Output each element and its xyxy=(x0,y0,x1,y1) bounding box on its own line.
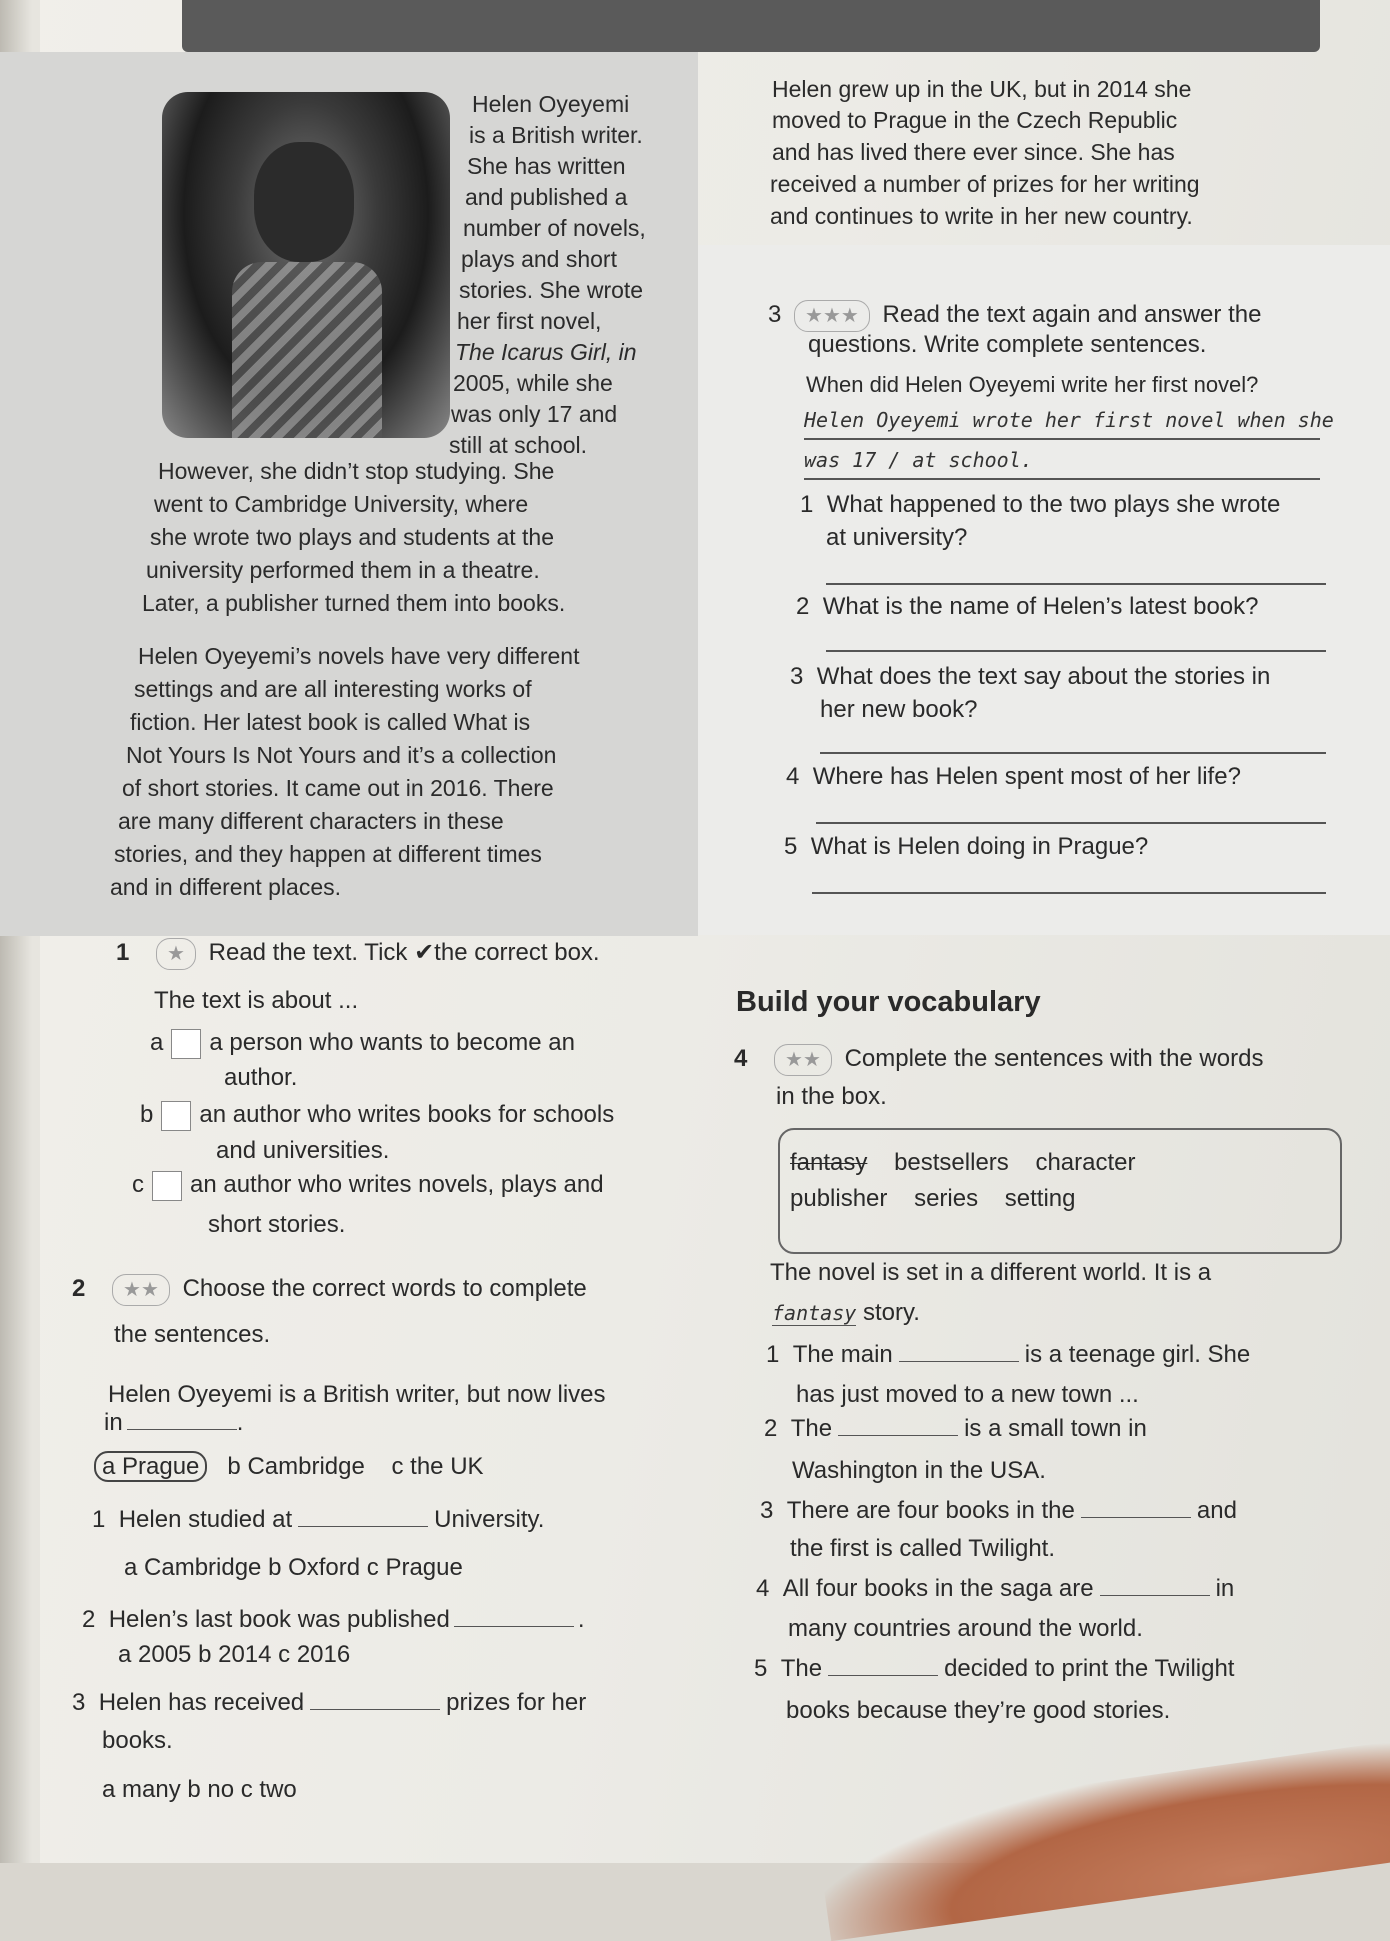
bio-line: She has written xyxy=(467,153,626,179)
exercise-2-instruction-2: the sentences. xyxy=(114,1321,271,1348)
option-letter: a xyxy=(150,1029,164,1056)
question-text: What does the text say about the stories in xyxy=(816,663,1271,690)
tick-box[interactable] xyxy=(161,1101,191,1131)
item-text: The xyxy=(780,1655,823,1682)
word: setting xyxy=(1004,1185,1076,1212)
exercise-2-number: 2 xyxy=(72,1275,86,1302)
exercise-2-item-3-cont: books. xyxy=(102,1727,173,1754)
col2-line: moved to Prague in the Czech Republic xyxy=(772,107,1178,133)
exercise-2-header xyxy=(72,1274,587,1306)
item-text: The xyxy=(790,1415,833,1442)
tick-box[interactable] xyxy=(171,1029,201,1059)
item-text: is a teenage girl. She xyxy=(1024,1341,1251,1368)
exercise-3-number: 3 xyxy=(768,301,782,328)
bio-line: 2005, while she xyxy=(453,370,613,396)
para2-line: stories, and they happen at different times xyxy=(114,841,542,867)
option-text: a person who wants to become an xyxy=(209,1029,575,1056)
word-box-row-1 xyxy=(790,1148,1136,1178)
item-text: in xyxy=(1215,1575,1235,1602)
blank-line[interactable] xyxy=(838,1435,958,1436)
item-number: 2 xyxy=(764,1415,778,1442)
para2-line: Not Yours Is Not Yours and it’s a collection xyxy=(126,742,557,768)
item-number: 2 xyxy=(82,1606,96,1633)
vocab-item-3-cont: the first is called Twilight. xyxy=(790,1535,1055,1562)
bio-line: her first novel, xyxy=(457,308,602,334)
vocab-item-4 xyxy=(756,1574,1234,1604)
question-number: 1 xyxy=(800,491,814,518)
exercise-2-example-cont: in . xyxy=(104,1409,244,1436)
col2-line: received a number of prizes for her writing xyxy=(770,171,1200,197)
bio-line: However, she didn’t stop studying. She xyxy=(158,458,555,484)
vocab-item-1 xyxy=(766,1340,1250,1370)
question-number: 4 xyxy=(786,763,800,790)
blank-line[interactable] xyxy=(127,1429,237,1430)
exercise-2-item-2 xyxy=(82,1605,584,1635)
blank-line[interactable] xyxy=(310,1709,440,1710)
vocab-example: The novel is set in a different world. It is a xyxy=(770,1259,1212,1286)
bio-line: is a British writer. xyxy=(469,122,643,148)
exercise-1-header xyxy=(116,938,600,970)
word: fantasy xyxy=(790,1149,868,1176)
exercise-4-number: 4 xyxy=(734,1045,748,1072)
question-number: 2 xyxy=(796,593,810,620)
item-text: Helen’s last book was published xyxy=(108,1606,450,1633)
blank-line[interactable] xyxy=(454,1626,574,1627)
item-number: 5 xyxy=(754,1655,768,1682)
question-text: What is Helen doing in Prague? xyxy=(810,833,1149,860)
item-text: decided to print the Twilight xyxy=(944,1655,1235,1682)
word-box-row-2 xyxy=(790,1184,1076,1214)
para2-line: are many different characters in these xyxy=(118,808,504,834)
blank-line[interactable] xyxy=(828,1675,938,1676)
exercise-2-item-3-options[interactable]: a many b no c two xyxy=(102,1776,297,1803)
para2-line: of short stories. It came out in 2016. There xyxy=(122,775,554,801)
option-c-cont: short stories. xyxy=(208,1211,346,1238)
item-text: Helen has received xyxy=(98,1689,305,1716)
item-text: Helen studied at xyxy=(118,1506,293,1533)
author-face xyxy=(254,142,354,262)
exercise-2-item-2-options[interactable]: a 2005 b 2014 c 2016 xyxy=(118,1641,351,1668)
question-4 xyxy=(786,762,1241,792)
exercise-3-header xyxy=(768,300,1261,332)
para2-line: and in different places. xyxy=(110,874,342,900)
exercise-3-instruction-2: questions. Write complete sentences. xyxy=(808,331,1207,358)
item-text: and xyxy=(1196,1497,1237,1524)
exercise-1-stars: ★ xyxy=(156,938,196,970)
option-letter: b xyxy=(140,1101,154,1128)
exercise-2-item-3 xyxy=(72,1688,586,1718)
bio-line: university performed them in a theatre. xyxy=(146,557,540,583)
question-3 xyxy=(790,662,1270,692)
exercise-1-number: 1 xyxy=(116,939,130,966)
vocab-item-2 xyxy=(764,1414,1147,1444)
bio-line: still at school. xyxy=(449,432,588,458)
answer-line[interactable] xyxy=(812,892,1326,894)
blank-line[interactable] xyxy=(899,1361,1019,1362)
bio-line: she wrote two plays and students at the xyxy=(150,524,555,550)
vocab-item-2-cont: Washington in the USA. xyxy=(792,1457,1046,1484)
word: bestsellers xyxy=(894,1149,1009,1176)
bio-line: stories. She wrote xyxy=(459,277,644,303)
option-c xyxy=(132,1170,604,1201)
item-text: The main xyxy=(792,1341,893,1368)
example-answer-line-2: was 17 / at school. xyxy=(804,448,1033,472)
item-text: All four books in the saga are xyxy=(782,1575,1094,1602)
item-text: prizes for her xyxy=(446,1689,587,1716)
bio-line: number of novels, xyxy=(463,215,646,241)
vocab-heading: Build your vocabulary xyxy=(736,986,1041,1018)
para2-line: Helen Oyeyemi’s novels have very different xyxy=(138,643,580,669)
question-5 xyxy=(784,832,1148,862)
exercise-2-instruction: Choose the correct words to complete xyxy=(182,1275,587,1302)
blank-line[interactable] xyxy=(1081,1517,1191,1518)
exercise-2-item-1-options[interactable]: a Cambridge b Oxford c Prague xyxy=(124,1554,463,1581)
col2-line: and has lived there ever since. She has xyxy=(772,139,1175,165)
question-text: What happened to the two plays she wrote xyxy=(826,491,1281,518)
bio-line: was only 17 and xyxy=(451,401,618,427)
example-answer: fantasy xyxy=(772,1301,857,1325)
question-1-cont: at university? xyxy=(826,524,968,551)
vocab-example-cont xyxy=(772,1298,920,1328)
blank-line[interactable] xyxy=(1100,1595,1210,1596)
answer-line xyxy=(804,478,1320,480)
bio-line: Later, a publisher turned them into books. xyxy=(142,590,566,616)
question-2 xyxy=(796,592,1259,622)
item-number: 1 xyxy=(92,1506,106,1533)
circled-option[interactable]: a Prague xyxy=(94,1451,207,1482)
answer-line xyxy=(804,438,1320,440)
word: series xyxy=(914,1185,979,1212)
bio-line: Helen Oyeyemi xyxy=(472,91,630,117)
author-scarf xyxy=(232,262,382,438)
exercise-3-stars: ★★★ xyxy=(794,300,870,332)
question-3-cont: her new book? xyxy=(820,696,978,723)
para2-line: settings and are all interesting works of xyxy=(134,676,532,702)
vocab-item-5-cont: books because they’re good stories. xyxy=(786,1697,1171,1724)
example-text: in xyxy=(104,1409,123,1436)
exercise-2-item-1 xyxy=(92,1505,544,1535)
word: publisher xyxy=(790,1185,888,1212)
vocab-item-3 xyxy=(760,1496,1237,1526)
item-text: University. xyxy=(434,1506,545,1533)
answer-line[interactable] xyxy=(826,650,1326,652)
tick-box[interactable] xyxy=(152,1171,182,1201)
word: character xyxy=(1035,1149,1136,1176)
col2-line: and continues to write in her new country. xyxy=(770,203,1193,229)
exercise-1-lead: The text is about ... xyxy=(154,987,359,1014)
exercise-4-instruction: Complete the sentences with the words xyxy=(844,1045,1264,1072)
exercise-3-instruction: Read the text again and answer the xyxy=(882,301,1262,328)
option-a xyxy=(150,1028,575,1059)
item-text: There are four books in the xyxy=(786,1497,1075,1524)
option[interactable]: c the UK xyxy=(391,1453,484,1480)
exercise-2-example-options xyxy=(94,1452,484,1482)
bio-line: and published a xyxy=(465,184,628,210)
exercise-1-instruction: Read the text. Tick ✔the correct box. xyxy=(208,939,600,966)
question-number: 3 xyxy=(790,663,804,690)
exercise-2-example: Helen Oyeyemi is a British writer, but now lives xyxy=(108,1381,606,1408)
question-number: 5 xyxy=(784,833,798,860)
answer-line[interactable] xyxy=(826,583,1326,585)
question-1 xyxy=(800,490,1280,520)
exercise-4-instruction-2: in the box. xyxy=(776,1083,887,1110)
exercise-3-example-question: When did Helen Oyeyemi write her first novel? xyxy=(806,372,1259,397)
option-letter: c xyxy=(132,1171,144,1198)
item-number: 3 xyxy=(760,1497,774,1524)
option-a-cont: author. xyxy=(224,1064,298,1091)
para2-line: fiction. Her latest book is called What is xyxy=(130,709,531,735)
answer-line[interactable] xyxy=(816,822,1326,824)
option-b xyxy=(140,1100,614,1131)
vocab-item-4-cont: many countries around the world. xyxy=(788,1615,1143,1642)
author-photo xyxy=(162,92,450,438)
item-number: 4 xyxy=(756,1575,770,1602)
exercise-4-header xyxy=(734,1044,1263,1076)
top-border xyxy=(182,0,1320,52)
bio-line: The Icarus Girl, in xyxy=(455,339,637,365)
vocab-item-5 xyxy=(754,1654,1234,1684)
question-text: Where has Helen spent most of her life? xyxy=(812,763,1241,790)
exercise-4-stars: ★★ xyxy=(774,1044,832,1076)
floor-corner xyxy=(815,1739,1390,1941)
option-text: an author who writes novels, plays and xyxy=(190,1171,604,1198)
item-text: . xyxy=(577,1606,585,1633)
option-b-cont: and universities. xyxy=(216,1137,390,1164)
item-number: 1 xyxy=(766,1341,780,1368)
option-text: an author who writes books for schools xyxy=(199,1101,615,1128)
example-answer-line-1: Helen Oyeyemi wrote her first novel when she xyxy=(804,408,1334,432)
item-number: 3 xyxy=(72,1689,86,1716)
answer-line[interactable] xyxy=(820,752,1326,754)
vocab-item-1-cont: has just moved to a new town ... xyxy=(796,1381,1139,1408)
exercise-2-stars: ★★ xyxy=(112,1274,170,1306)
blank-line[interactable] xyxy=(298,1526,428,1527)
option[interactable]: b Cambridge xyxy=(227,1453,365,1480)
bio-line: plays and short xyxy=(461,246,617,272)
item-text: is a small town in xyxy=(964,1415,1147,1442)
example-text: story. xyxy=(862,1299,920,1326)
question-text: What is the name of Helen’s latest book? xyxy=(822,593,1259,620)
col2-line: Helen grew up in the UK, but in 2014 she xyxy=(772,76,1192,102)
bio-line: went to Cambridge University, where xyxy=(154,491,529,517)
